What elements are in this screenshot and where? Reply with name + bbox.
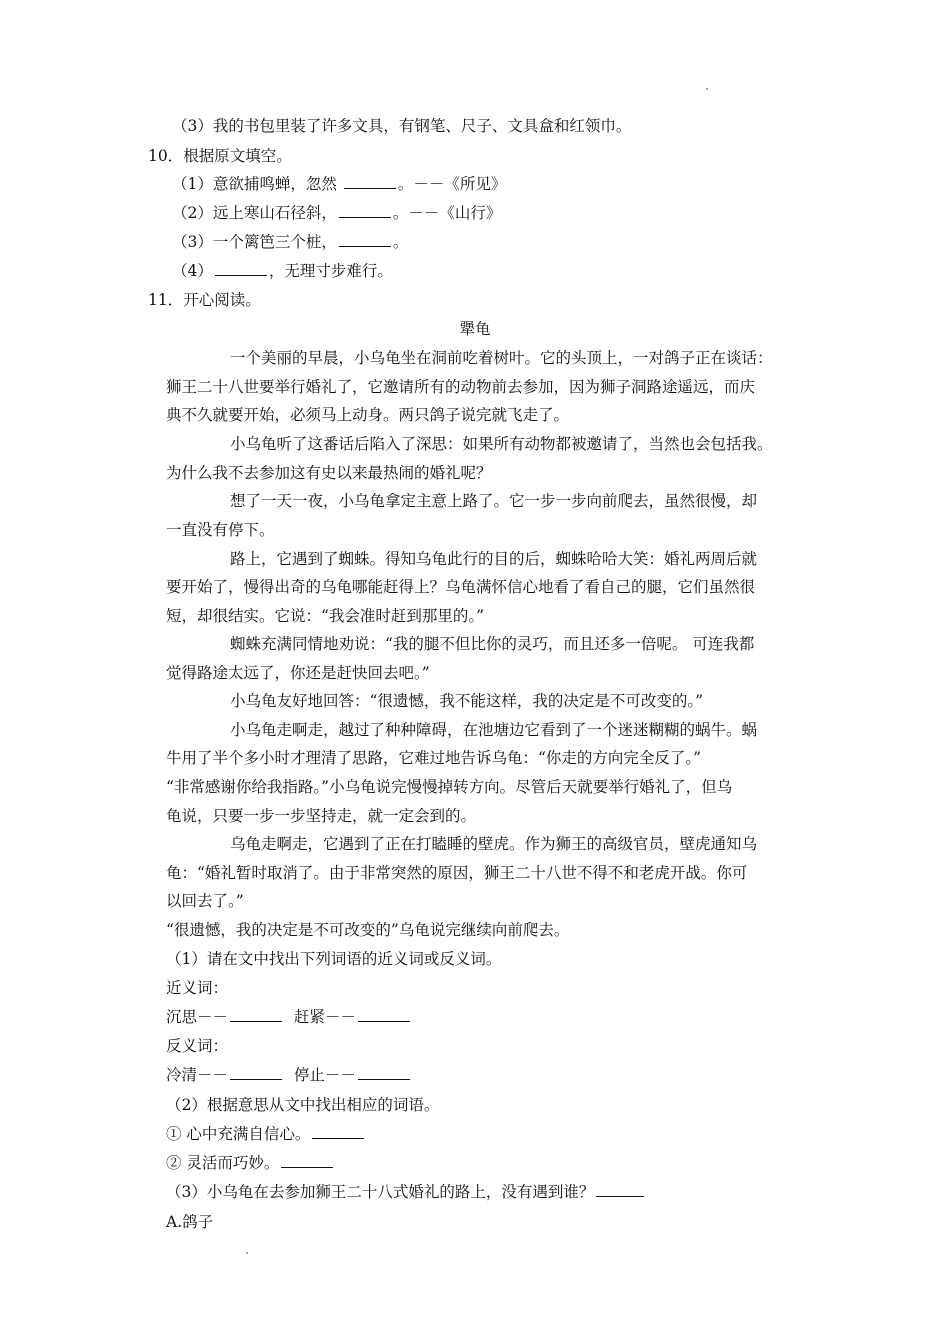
passage-line: “非常感谢你给我指路。”小乌龟说完慢慢掉转方向。尽管后天就要举行婚礼了，但乌 (166, 778, 733, 796)
sub-question-1: （1）请在文中找出下列词语的近义词或反义词。 (166, 950, 502, 968)
synonym-row: 沉思－－ 赶紧－－ (166, 1007, 412, 1027)
q10-item-3: （3）一个篱笆三个桩， 。 (172, 233, 409, 251)
passage-line: 龟：“婚礼暂时取消了。由于非常突然的原因，狮王二十八世不得不和老虎开战。你可 (166, 864, 748, 882)
passage-line: 小乌龟走啊走，越过了种种障碍，在池塘边它看到了一个迷迷糊糊的蜗牛。蜗 (230, 721, 758, 739)
synonym-heading: 近义词： (166, 979, 229, 997)
sub-question-2-item-1: ① 心中充满自信心。 (166, 1124, 366, 1144)
scan-dot-bottom (246, 1252, 248, 1254)
passage-line: 一直没有停下。 (166, 521, 275, 539)
answer-blank[interactable] (596, 1182, 644, 1197)
passage-line: 乌龟走啊走，它遇到了正在打瞌睡的壁虎。作为狮王的高级官员，壁虎通知乌 (230, 835, 758, 853)
passage-line: 牛用了半个多小时才理清了思路，它难过地告诉乌龟：“你走的方向完全反了。” (166, 749, 702, 767)
answer-blank[interactable] (230, 1065, 282, 1080)
answer-blank[interactable] (230, 1007, 282, 1022)
scan-dot-top (706, 88, 708, 90)
q10-item-2: （2）远上寒山石径斜， 。－－《山行》 (172, 204, 502, 222)
passage-line: 想了一天一夜，小乌龟拿定主意上路了。它一步一步向前爬去，虽然很慢，却 (230, 492, 758, 510)
answer-blank[interactable] (215, 261, 267, 276)
passage-line: 小乌龟友好地回答：“很遗憾，我不能这样，我的决定是不可改变的。” (230, 692, 704, 710)
passage-line: 为什么我不去参加这有史以来最热闹的婚礼呢？ (166, 464, 492, 482)
q10-item-4: （4） ，无理寸步难行。 (172, 262, 393, 280)
answer-blank[interactable] (339, 232, 391, 247)
passage-line: 狮王二十八世要举行婚礼了，它邀请所有的动物前去参加，因为狮子洞路途遥远，而庆 (166, 378, 756, 396)
passage-line: 小乌龟听了这番话后陷入了深思：如果所有动物都被邀请了，当然也会包括我。 (230, 435, 773, 453)
passage-line: “很遗憾，我的决定是不可改变的”乌龟说完继续向前爬去。 (166, 921, 570, 939)
answer-blank[interactable] (358, 1007, 410, 1022)
passage-line: 路上，它遇到了蜘蛛。得知乌龟此行的目的后，蜘蛛哈哈大笑：婚礼两周后就 (230, 550, 758, 568)
answer-blank[interactable] (339, 203, 391, 218)
passage-line: 蜘蛛充满同情地劝说：“我的腿不但比你的灵巧，而且还多一倍呢。 可连我都 (230, 635, 755, 653)
sub-question-2: （2）根据意思从文中找出相应的词语。 (166, 1096, 440, 1114)
passage-title: 犟龟 (459, 320, 491, 338)
option-a: A.鸽子 (166, 1213, 214, 1231)
answer-blank[interactable] (312, 1124, 364, 1139)
passage-line: 以回去了。” (166, 892, 244, 910)
passage-line: 觉得路途太远了，你还是赶快回去吧。” (166, 664, 430, 682)
answer-blank[interactable] (358, 1065, 410, 1080)
question-10: 10．根据原文填空。 (148, 147, 292, 165)
sub-question-2-item-2: ② 灵活而巧妙。 (166, 1153, 335, 1173)
sub-question-3: （3）小乌龟在去参加狮王二十八式婚礼的路上，没有遇到谁？ (166, 1182, 646, 1202)
antonym-heading: 反义词： (166, 1037, 229, 1055)
answer-blank[interactable] (281, 1153, 333, 1168)
passage-line: 短，却很结实。它说：“我会准时赶到那里的。” (166, 607, 485, 625)
passage-line: 龟说，只要一步一步坚持走，就一定会到的。 (166, 807, 477, 825)
q9-item-3: （3）我的书包里装了许多文具，有钢笔、尺子、文具盒和红领巾。 (172, 117, 632, 135)
passage-line: 要开始了，慢得出奇的乌龟哪能赶得上？乌龟满怀信心地看了看自己的腿，它们虽然很 (166, 578, 756, 596)
q10-item-1: （1）意欲捕鸣蝉，忽然 。－－《所见》 (172, 175, 507, 193)
question-11: 11．开心阅读。 (148, 291, 261, 309)
passage-line: 典不久就要开始，必须马上动身。两只鸽子说完就飞走了。 (166, 406, 570, 424)
antonym-row: 冷清－－ 停止－－ (166, 1065, 412, 1085)
passage-line: 一个美丽的早晨，小乌龟坐在洞前吃着树叶。它的头顶上，一对鸽子正在谈话： (230, 349, 773, 367)
answer-blank[interactable] (344, 174, 396, 189)
